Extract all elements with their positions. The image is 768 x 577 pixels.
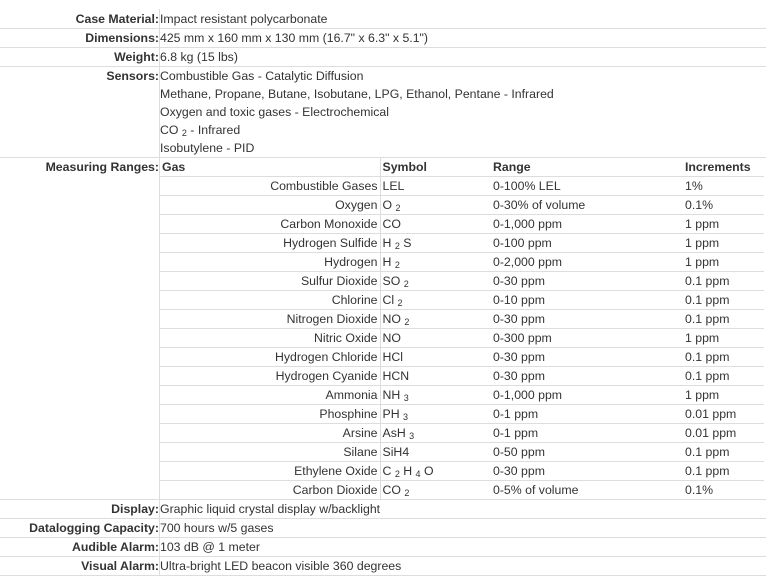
spec-row-display	[0, 500, 766, 519]
gas-range: 0-1,000 ppm	[491, 215, 683, 234]
spec-row-audible-alarm	[0, 538, 766, 557]
gas-name: Arsine	[160, 424, 380, 443]
gas-range: 0-30 ppm	[491, 462, 683, 481]
gas-symbol: H $_2$	[380, 253, 491, 272]
gas-increments: 1 ppm	[683, 253, 764, 272]
gas-increments: 0.01 ppm	[683, 424, 764, 443]
gas-name: Hydrogen Sulfide	[160, 234, 380, 253]
gas-symbol: NO	[380, 329, 491, 348]
gas-name: Hydrogen	[160, 253, 380, 272]
table-row	[160, 367, 764, 386]
gas-increments: 0.1 ppm	[683, 462, 764, 481]
spec-value: 700 hours w/5 gases	[160, 519, 767, 538]
table-row	[160, 329, 764, 348]
gas-range: 0-30% of volume	[491, 196, 683, 215]
ranges-body	[160, 177, 764, 500]
gas-increments: 0.1%	[683, 481, 764, 500]
spec-row-visual-alarm	[0, 557, 766, 576]
spec-row-case-material	[0, 10, 766, 29]
table-row	[160, 177, 764, 196]
gas-symbol: NO $_2$	[380, 310, 491, 329]
spec-label: Measuring Ranges:	[0, 158, 160, 500]
spec-label: Sensors:	[0, 67, 160, 158]
table-row	[160, 253, 764, 272]
gas-range: 0-30 ppm	[491, 348, 683, 367]
gas-name: Carbon Monoxide	[160, 215, 380, 234]
gas-name: Combustible Gases	[160, 177, 380, 196]
gas-range: 0-1 ppm	[491, 424, 683, 443]
spec-label: Dimensions:	[0, 29, 160, 48]
table-row	[160, 291, 764, 310]
gas-range: 0-2,000 ppm	[491, 253, 683, 272]
gas-symbol: O $_2$	[380, 196, 491, 215]
table-row	[160, 348, 764, 367]
spec-label: Weight:	[0, 48, 160, 67]
column-header-increments: Increments	[685, 160, 751, 174]
gas-range: 0-300 ppm	[491, 329, 683, 348]
gas-range: 0-1,000 ppm	[491, 386, 683, 405]
gas-increments: 0.1 ppm	[683, 291, 764, 310]
gas-name: Hydrogen Cyanide	[160, 367, 380, 386]
spec-label: Case Material:	[0, 10, 160, 29]
gas-increments: 1 ppm	[683, 234, 764, 253]
sensor-line: CO $_2$ - Infrared	[160, 123, 241, 138]
gas-symbol: C $_2$ H $_4$ O	[380, 462, 491, 481]
gas-name: Chlorine	[160, 291, 380, 310]
table-row	[160, 481, 764, 500]
gas-range: 0-100 ppm	[491, 234, 683, 253]
column-header-symbol: Symbol	[382, 160, 427, 174]
gas-name: Nitric Oxide	[160, 329, 380, 348]
gas-symbol: CO $_2$	[380, 481, 491, 500]
gas-symbol: NH $_3$	[380, 386, 491, 405]
table-row	[160, 215, 764, 234]
gas-symbol: SO $_2$	[380, 272, 491, 291]
spec-row-measuring-ranges	[0, 158, 766, 500]
table-row	[160, 272, 764, 291]
spec-label: Audible Alarm:	[0, 538, 160, 557]
gas-range: 0-5% of volume	[491, 481, 683, 500]
gas-increments: 1 ppm	[683, 215, 764, 234]
spec-label: Display:	[0, 500, 160, 519]
table-row	[160, 196, 764, 215]
column-header-gas: Gas	[160, 158, 380, 177]
sensors-list	[160, 67, 767, 158]
spec-row-datalogging	[0, 519, 766, 538]
sensor-line: Combustible Gas - Catalytic Diffusion	[160, 69, 364, 83]
table-row	[160, 443, 764, 462]
gas-increments: 0.1%	[683, 196, 764, 215]
column-header-range: Range	[493, 160, 531, 174]
spec-row-sensors	[0, 67, 766, 158]
gas-range: 0-30 ppm	[491, 272, 683, 291]
spec-value: 425 mm x 160 mm x 130 mm (16.7" x 6.3" x 5.1")	[160, 29, 767, 48]
spec-value: Ultra-bright LED beacon visible 360 degrees	[160, 557, 767, 576]
gas-name: Sulfur Dioxide	[160, 272, 380, 291]
gas-symbol: CO	[380, 215, 491, 234]
gas-name: Ethylene Oxide	[160, 462, 380, 481]
spec-value: 6.8 kg (15 lbs)	[160, 48, 767, 67]
sensor-line: Isobutylene - PID	[160, 141, 255, 155]
spec-value: 103 dB @ 1 meter	[160, 538, 767, 557]
sensor-line: Methane, Propane, Butane, Isobutane, LPG, Ethanol, Pentane - Infrared	[160, 87, 554, 101]
gas-symbol: LEL	[380, 177, 491, 196]
sensor-line: Oxygen and toxic gases - Electrochemical	[160, 105, 389, 119]
gas-symbol: HCN	[380, 367, 491, 386]
spec-value: Graphic liquid crystal display w/backlight	[160, 500, 767, 519]
gas-increments: 0.1 ppm	[683, 310, 764, 329]
measuring-ranges-table	[160, 158, 764, 499]
gas-increments: 0.1 ppm	[683, 443, 764, 462]
table-row	[160, 462, 764, 481]
spec-row-dimensions	[0, 29, 766, 48]
gas-symbol: Cl $_2$	[380, 291, 491, 310]
table-row	[160, 424, 764, 443]
table-row	[160, 386, 764, 405]
gas-symbol: PH $_3$	[380, 405, 491, 424]
spec-value: Impact resistant polycarbonate	[160, 10, 767, 29]
gas-name: Ammonia	[160, 386, 380, 405]
gas-range: 0-30 ppm	[491, 310, 683, 329]
gas-range: 0-30 ppm	[491, 367, 683, 386]
gas-increments: 0.1 ppm	[683, 348, 764, 367]
spec-label: Datalogging Capacity:	[0, 519, 160, 538]
gas-symbol: SiH4	[380, 443, 491, 462]
table-row	[160, 234, 764, 253]
spec-label: Visual Alarm:	[0, 557, 160, 576]
gas-name: Oxygen	[160, 196, 380, 215]
gas-name: Nitrogen Dioxide	[160, 310, 380, 329]
gas-name: Carbon Dioxide	[160, 481, 380, 500]
table-row	[160, 310, 764, 329]
specifications-table	[0, 9, 766, 576]
gas-increments: 0.1 ppm	[683, 367, 764, 386]
gas-symbol: HCl	[380, 348, 491, 367]
gas-increments: 1 ppm	[683, 329, 764, 348]
gas-increments: 0.01 ppm	[683, 405, 764, 424]
table-row	[160, 405, 764, 424]
gas-name: Phosphine	[160, 405, 380, 424]
ranges-header-row	[160, 158, 764, 177]
gas-symbol: AsH $_3$	[380, 424, 491, 443]
gas-increments: 0.1 ppm	[683, 272, 764, 291]
spec-row-weight	[0, 48, 766, 67]
gas-name: Silane	[160, 443, 380, 462]
gas-range: 0-1 ppm	[491, 405, 683, 424]
gas-range: 0-100% LEL	[491, 177, 683, 196]
gas-range: 0-10 ppm	[491, 291, 683, 310]
gas-range: 0-50 ppm	[491, 443, 683, 462]
gas-symbol: H $_2$ S	[380, 234, 491, 253]
gas-name: Hydrogen Chloride	[160, 348, 380, 367]
gas-increments: 1 ppm	[683, 386, 764, 405]
gas-increments: 1%	[683, 177, 764, 196]
